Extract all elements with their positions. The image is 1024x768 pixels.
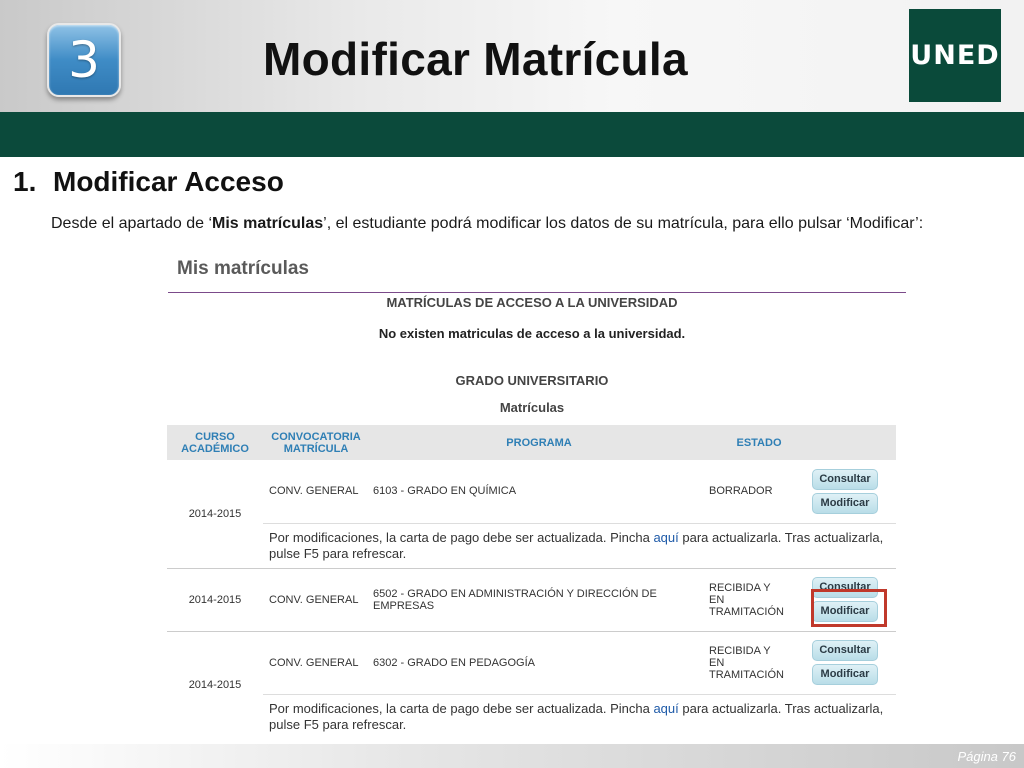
page-title: Mis matrículas [177,258,309,279]
cell-estado [705,631,809,694]
cell-convocatoria: CONV. GENERAL [269,485,359,498]
payment-note [263,694,896,739]
aqui-link[interactable]: aquí [653,529,679,545]
note-post: para actualizarla. Tras actualizarla, pulse F5 para refrescar. [269,700,884,732]
cell-convocatoria: CONV. GENERAL [263,568,369,631]
conv-header-line1: CONVOCATORIA [271,430,361,443]
section-number: 1. [13,166,37,197]
instruction-post: ’, el estudiante podrá modificar los datos de su matrícula, para ello pulsar ‘Modificar’: [323,215,924,232]
step-number-badge [47,23,121,97]
header-band [0,112,1024,157]
column-header-programa: PROGRAMA [369,425,705,460]
table-row [167,631,896,694]
slide-title: Modificar Matrícula [263,33,688,85]
consultar-button[interactable]: Consultar [812,640,878,661]
cell-programa: 6302 - GRADO EN PEDAGOGÍA [369,631,705,694]
note-pre: Por modificaciones, la carta de pago debe ser actualizada. Pincha [269,529,654,545]
cell-programa: 6103 - GRADO EN QUÍMICA [373,485,517,498]
enrollment-screenshot [157,252,907,744]
payment-note [263,523,896,568]
cell-estado: BORRADOR [709,485,773,498]
aqui-link[interactable]: aquí [653,700,679,716]
estado-line3: TRAMITACIÓN [709,668,784,681]
consultar-button[interactable]: Consultar [812,469,878,490]
footer-band [0,744,1024,768]
cell-curso: 2014-2015 [167,568,263,631]
uned-logo [909,9,1001,102]
table-header-row [167,425,896,460]
note-post: para actualizarla. Tras actualizarla, pulse F5 para refrescar. [269,529,884,561]
uned-logo-text: UNED [910,40,1000,71]
cell-programa: 6502 - GRADO EN ADMINISTRACIÓN Y DIRECCIÓN DE EMPRESAS [369,568,705,631]
matriculas-title: Matrículas [499,400,565,415]
cell-estado [705,568,809,631]
slide-header [0,0,1024,112]
modificar-button-highlighted[interactable]: Modificar [812,601,878,622]
section-heading [13,166,284,198]
cell-actions [809,631,896,694]
page-number: Página 76 [957,749,1016,764]
table-note-row [167,694,896,739]
estado-line1: RECIBIDA Y [709,644,771,657]
column-header-convocatoria [263,425,369,460]
instruction-pre: Desde el apartado de ‘ [51,215,212,232]
estado-line1: RECIBIDA Y [709,581,771,594]
estado-line3: TRAMITACIÓN [709,605,784,618]
table-row [167,460,896,523]
step-number: 3 [68,31,100,89]
consultar-button[interactable]: Consultar [812,577,878,598]
note-pre: Por modificaciones, la carta de pago debe ser actualizada. Pincha [269,700,654,716]
modificar-button[interactable]: Modificar [812,493,878,514]
access-title: MATRÍCULAS DE ACCESO A LA UNIVERSIDAD [386,295,678,310]
access-message: No existen matriculas de acceso a la universidad. [378,326,686,341]
curso-header-line1: CURSO [195,430,235,443]
column-header-estado: ESTADO [705,425,809,460]
estado-line2: EN [709,593,725,606]
instruction-text [51,213,971,235]
highlight-box [811,589,887,627]
cell-actions [809,460,896,523]
modificar-button[interactable]: Modificar [812,664,878,685]
estado-line2: EN [709,656,725,669]
section-heading-text: Modificar Acceso [53,166,284,197]
instruction-bold: Mis matrículas [212,215,324,232]
enrollments-table [167,425,896,739]
cell-curso: 2014-2015 [188,507,242,520]
column-header-actions [809,425,896,460]
grado-title: GRADO UNIVERSITARIO [455,373,609,388]
table-row [167,568,896,631]
cell-curso: 2014-2015 [167,631,263,739]
column-header-curso [167,425,263,460]
curso-header-line2: ACADÉMICO [181,442,249,455]
cell-convocatoria: CONV. GENERAL [263,631,369,694]
title-divider [168,292,906,293]
table-note-row [167,523,896,568]
conv-header-line2: MATRÍCULA [283,442,349,455]
